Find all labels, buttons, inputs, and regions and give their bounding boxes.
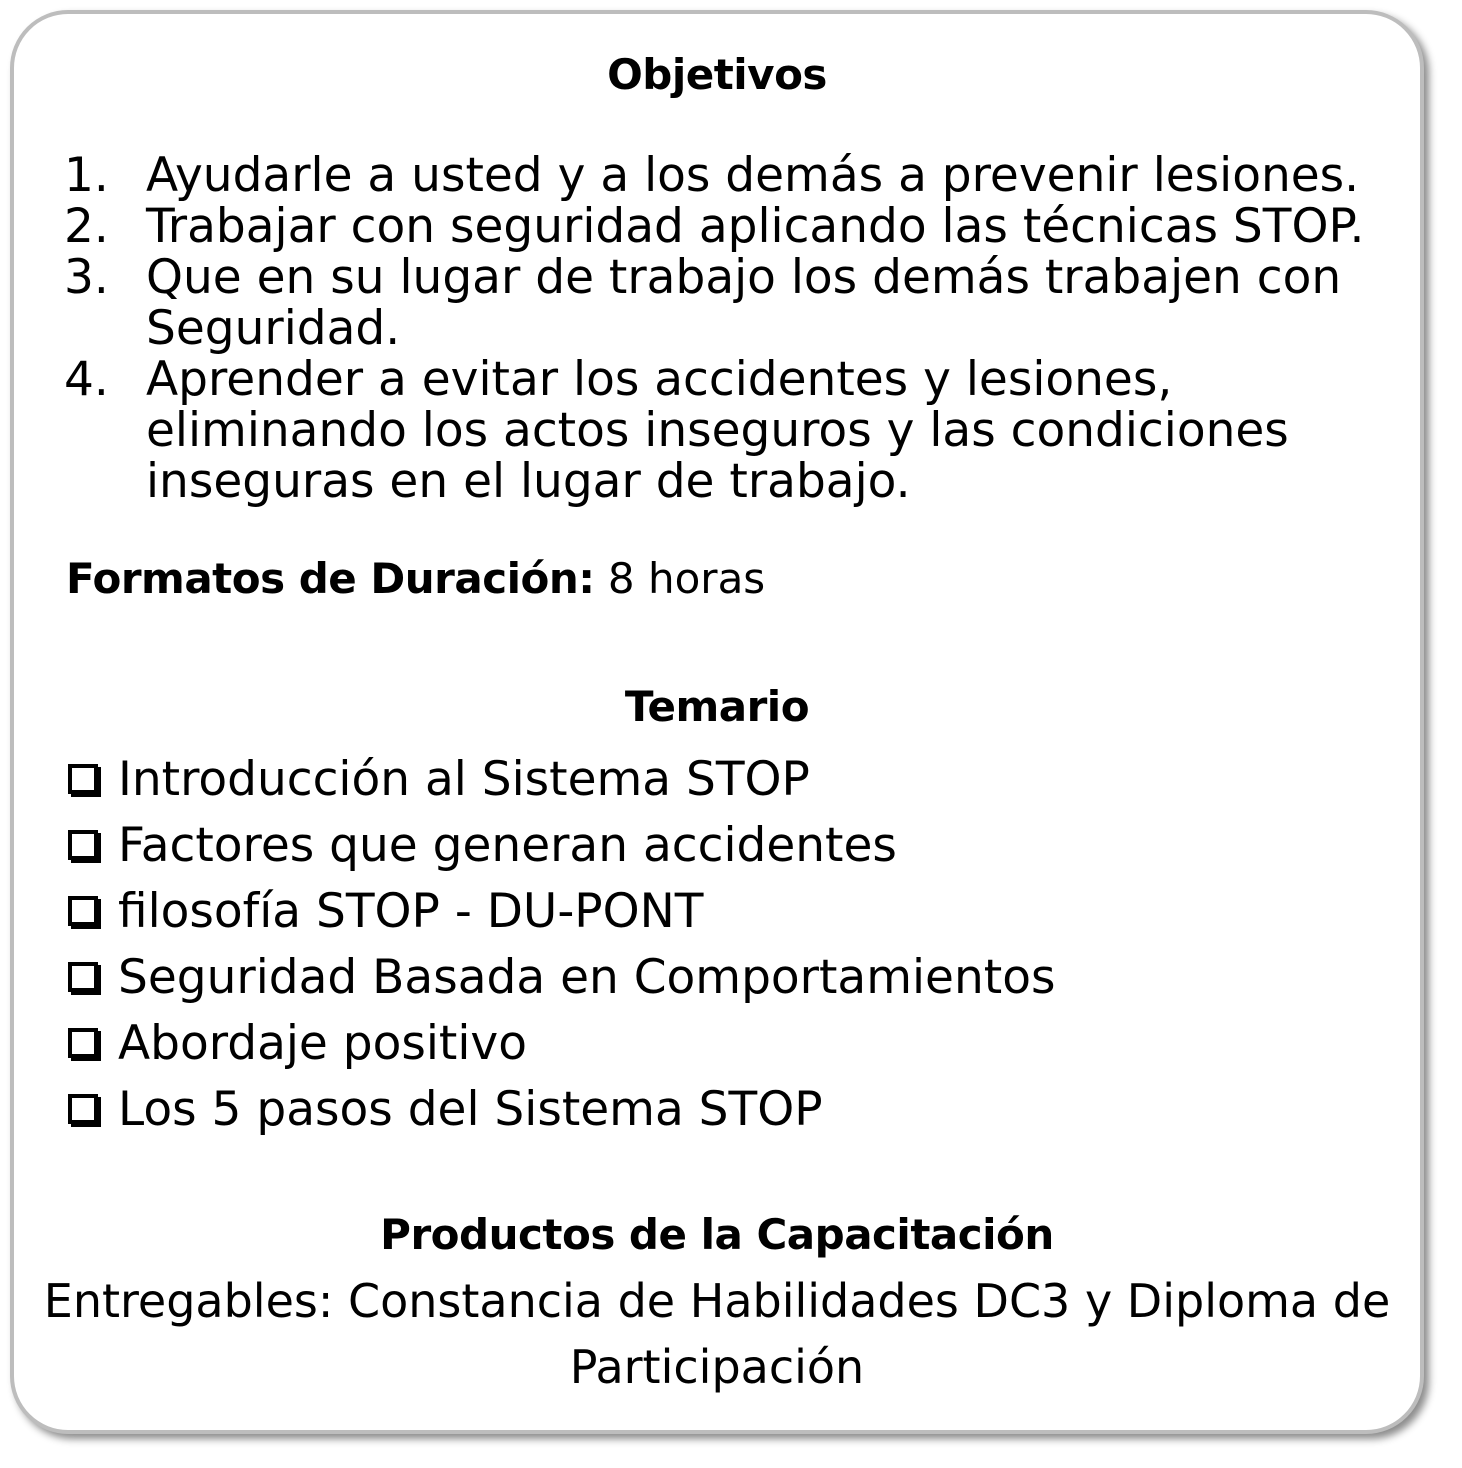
temario-item: [68, 1076, 1055, 1142]
temario-item-text: filosofía STOP - DU-PONT: [118, 883, 704, 939]
duracion-value: 8 horas: [594, 554, 766, 603]
temario-item-text: Seguridad Basada en Comportamientos: [118, 949, 1056, 1005]
checkbox-square-icon: [68, 764, 98, 794]
temario-item: [68, 944, 1055, 1010]
objetivos-list: [64, 150, 1404, 507]
duracion-label: Formatos de Duración:: [66, 554, 595, 603]
temario-item-text: Abordaje positivo: [118, 1015, 527, 1071]
objetivos-title: Objetivos: [607, 50, 827, 99]
checkbox-square-icon: [68, 830, 98, 860]
checkbox-square-icon: [68, 1094, 98, 1124]
temario-item: [68, 812, 1055, 878]
objetivo-text: Aprender a evitar los accidentes y lesiones, eliminando los actos inseguros y las condiciones inseguras en el lugar de trabajo.: [146, 352, 1289, 509]
objetivo-item: [64, 201, 1404, 252]
checkbox-square-icon: [68, 962, 98, 992]
temario-item-text: Introducción al Sistema STOP: [118, 751, 810, 807]
checkbox-square-icon: [68, 896, 98, 926]
objetivo-item: [64, 354, 1404, 507]
objetivo-text: Ayudarle a usted y a los demás a prevenir lesiones.: [146, 148, 1360, 203]
productos-title: Productos de la Capacitación: [380, 1210, 1054, 1259]
objetivo-number: 3.: [64, 250, 109, 305]
temario-item: [68, 1010, 1055, 1076]
info-card: [10, 10, 1424, 1434]
objetivo-text: Que en su lugar de trabajo los demás trabajen con Seguridad.: [146, 250, 1342, 356]
temario-item: [68, 746, 1055, 812]
objetivo-number: 4.: [64, 352, 109, 407]
temario-title: Temario: [624, 682, 810, 731]
objetivo-number: 1.: [64, 148, 109, 203]
objetivo-text: Trabajar con seguridad aplicando las técnicas STOP.: [146, 199, 1365, 254]
objetivo-number: 2.: [64, 199, 109, 254]
temario-list: [68, 746, 1055, 1142]
duracion-line: [66, 554, 765, 603]
temario-item-text: Factores que generan accidentes: [118, 817, 897, 873]
checkbox-square-icon: [68, 1028, 98, 1058]
productos-text: Entregables: Constancia de Habilidades DC3 y Diploma de Participación: [43, 1274, 1391, 1394]
temario-item-text: Los 5 pasos del Sistema STOP: [118, 1081, 823, 1137]
objetivo-item: [64, 252, 1404, 354]
temario-item: [68, 878, 1055, 944]
objetivo-item: [64, 150, 1404, 201]
